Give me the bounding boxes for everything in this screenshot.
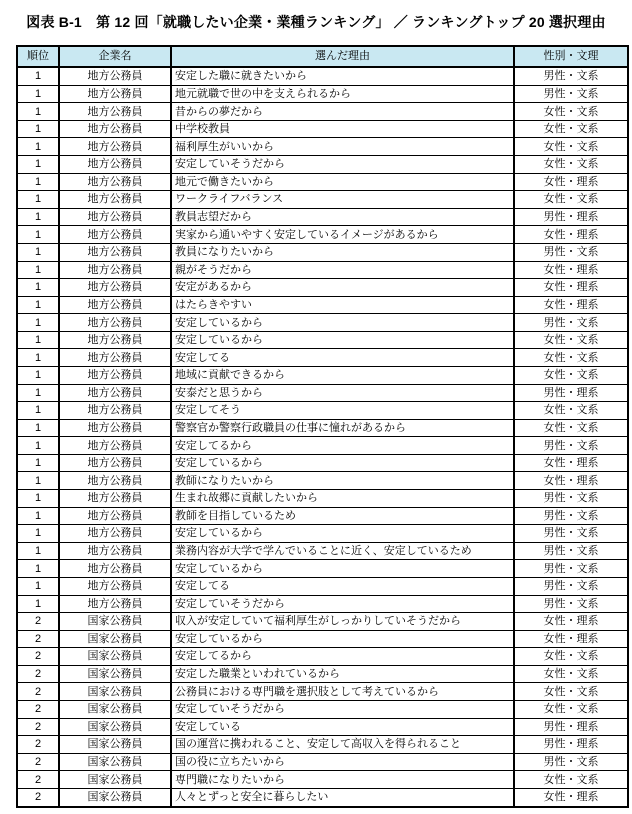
reason-cell: 安定しているから [171, 525, 514, 543]
table-row [17, 648, 628, 666]
rank-cell: 2 [17, 700, 59, 718]
company-cell: 地方公務員 [59, 138, 171, 156]
company-cell: 国家公務員 [59, 788, 171, 807]
company-cell: 地方公務員 [59, 595, 171, 613]
gender-track-cell: 女性・理系 [514, 454, 628, 472]
header-company: 企業名 [59, 46, 171, 67]
gender-track-cell: 男性・文系 [514, 753, 628, 771]
reason-cell: 昔からの夢だから [171, 103, 514, 121]
rank-cell: 1 [17, 437, 59, 455]
rank-cell: 1 [17, 507, 59, 525]
reason-cell: 教師になりたいから [171, 472, 514, 490]
table-row [17, 261, 628, 279]
rank-cell: 1 [17, 103, 59, 121]
rank-cell: 1 [17, 331, 59, 349]
table-row [17, 279, 628, 297]
gender-track-cell: 男性・理系 [514, 208, 628, 226]
rank-cell: 1 [17, 367, 59, 385]
rank-cell: 1 [17, 402, 59, 420]
table-row [17, 560, 628, 578]
gender-track-cell: 男性・文系 [514, 595, 628, 613]
gender-track-cell: 女性・文系 [514, 156, 628, 174]
table-row [17, 736, 628, 754]
table-row [17, 542, 628, 560]
reason-cell: 安泰だと思うから [171, 384, 514, 402]
rank-cell: 1 [17, 595, 59, 613]
company-cell: 地方公務員 [59, 208, 171, 226]
gender-track-cell: 女性・文系 [514, 665, 628, 683]
rank-cell: 2 [17, 630, 59, 648]
rank-cell: 1 [17, 490, 59, 508]
table-row [17, 138, 628, 156]
reason-cell: 国の役に立ちたいから [171, 753, 514, 771]
gender-track-cell: 女性・理系 [514, 788, 628, 807]
rank-cell: 1 [17, 542, 59, 560]
table-row [17, 788, 628, 807]
reason-cell: 公務員における専門職を選択肢として考えているから [171, 683, 514, 701]
gender-track-cell: 女性・文系 [514, 700, 628, 718]
reason-cell: 人々とずっと安全に暮らしたい [171, 788, 514, 807]
reason-cell: 安定していそうだから [171, 700, 514, 718]
gender-track-cell: 男性・文系 [514, 243, 628, 261]
table-row [17, 419, 628, 437]
gender-track-cell: 女性・文系 [514, 402, 628, 420]
reason-cell: 教員志望だから [171, 208, 514, 226]
rank-cell: 2 [17, 753, 59, 771]
rank-cell: 2 [17, 736, 59, 754]
table-row [17, 665, 628, 683]
reason-cell: 安定してるから [171, 437, 514, 455]
company-cell: 国家公務員 [59, 630, 171, 648]
company-cell: 地方公務員 [59, 67, 171, 85]
gender-track-cell: 女性・理系 [514, 296, 628, 314]
table-row [17, 490, 628, 508]
rank-cell: 1 [17, 67, 59, 85]
company-cell: 地方公務員 [59, 226, 171, 244]
table-row [17, 700, 628, 718]
company-cell: 地方公務員 [59, 261, 171, 279]
gender-track-cell: 女性・文系 [514, 138, 628, 156]
rank-cell: 1 [17, 419, 59, 437]
rank-cell: 1 [17, 314, 59, 332]
company-cell: 地方公務員 [59, 419, 171, 437]
gender-track-cell: 男性・文系 [514, 560, 628, 578]
rank-cell: 1 [17, 243, 59, 261]
gender-track-cell: 女性・理系 [514, 472, 628, 490]
table-row [17, 296, 628, 314]
reason-cell: 地元就職で世の中を支えられるから [171, 85, 514, 103]
gender-track-cell: 女性・理系 [514, 613, 628, 631]
table-row [17, 191, 628, 209]
rank-cell: 1 [17, 296, 59, 314]
table-row [17, 472, 628, 490]
header-gender-track: 性別・文理 [514, 46, 628, 67]
table-row [17, 173, 628, 191]
company-cell: 地方公務員 [59, 120, 171, 138]
rank-cell: 1 [17, 384, 59, 402]
rank-cell: 1 [17, 138, 59, 156]
gender-track-cell: 男性・理系 [514, 718, 628, 736]
gender-track-cell: 女性・文系 [514, 191, 628, 209]
reason-cell: 専門職になりたいから [171, 771, 514, 789]
table-row [17, 243, 628, 261]
reason-cell: 警察官か警察行政職員の仕事に憧れがあるから [171, 419, 514, 437]
table-row [17, 507, 628, 525]
gender-track-cell: 女性・理系 [514, 261, 628, 279]
reason-cell: 実家から通いやすく安定しているイメージがあるから [171, 226, 514, 244]
reason-cell: 安定してる [171, 349, 514, 367]
rank-cell: 1 [17, 226, 59, 244]
reason-cell: 安定してる [171, 577, 514, 595]
table-row [17, 437, 628, 455]
table-row [17, 630, 628, 648]
table-row [17, 402, 628, 420]
ranking-table [16, 45, 629, 808]
gender-track-cell: 女性・文系 [514, 771, 628, 789]
gender-track-cell: 女性・文系 [514, 349, 628, 367]
reason-cell: 福利厚生がいいから [171, 138, 514, 156]
company-cell: 地方公務員 [59, 314, 171, 332]
company-cell: 国家公務員 [59, 648, 171, 666]
company-cell: 地方公務員 [59, 454, 171, 472]
gender-track-cell: 女性・文系 [514, 331, 628, 349]
company-cell: 地方公務員 [59, 507, 171, 525]
company-cell: 地方公務員 [59, 402, 171, 420]
company-cell: 国家公務員 [59, 771, 171, 789]
reason-cell: 中学校教員 [171, 120, 514, 138]
gender-track-cell: 男性・文系 [514, 490, 628, 508]
company-cell: 地方公務員 [59, 103, 171, 121]
reason-cell: ワークライフバランス [171, 191, 514, 209]
gender-track-cell: 女性・文系 [514, 419, 628, 437]
reason-cell: 安定した職業といわれているから [171, 665, 514, 683]
company-cell: 地方公務員 [59, 525, 171, 543]
rank-cell: 2 [17, 648, 59, 666]
gender-track-cell: 女性・理系 [514, 630, 628, 648]
rank-cell: 1 [17, 173, 59, 191]
company-cell: 地方公務員 [59, 437, 171, 455]
rank-cell: 2 [17, 683, 59, 701]
gender-track-cell: 男性・文系 [514, 577, 628, 595]
gender-track-cell: 男性・文系 [514, 67, 628, 85]
company-cell: 国家公務員 [59, 683, 171, 701]
rank-cell: 1 [17, 525, 59, 543]
company-cell: 地方公務員 [59, 542, 171, 560]
table-row [17, 314, 628, 332]
reason-cell: 安定しているから [171, 331, 514, 349]
rank-cell: 1 [17, 472, 59, 490]
table-row [17, 367, 628, 385]
rank-cell: 1 [17, 560, 59, 578]
company-cell: 国家公務員 [59, 753, 171, 771]
table-row [17, 613, 628, 631]
table-row [17, 595, 628, 613]
table-row [17, 718, 628, 736]
company-cell: 地方公務員 [59, 243, 171, 261]
table-row [17, 577, 628, 595]
company-cell: 地方公務員 [59, 490, 171, 508]
table-row [17, 683, 628, 701]
gender-track-cell: 男性・文系 [514, 507, 628, 525]
rank-cell: 2 [17, 788, 59, 807]
company-cell: 地方公務員 [59, 191, 171, 209]
rank-cell: 1 [17, 156, 59, 174]
rank-cell: 2 [17, 718, 59, 736]
company-cell: 地方公務員 [59, 349, 171, 367]
reason-cell: 安定しているから [171, 314, 514, 332]
rank-cell: 1 [17, 85, 59, 103]
reason-cell: 安定しているから [171, 560, 514, 578]
reason-cell: 安定している [171, 718, 514, 736]
rank-cell: 2 [17, 665, 59, 683]
reason-cell: 安定があるから [171, 279, 514, 297]
table-header-row [17, 46, 628, 67]
gender-track-cell: 男性・文系 [514, 542, 628, 560]
gender-track-cell: 男性・文系 [514, 85, 628, 103]
reason-cell: 安定してそう [171, 402, 514, 420]
reason-cell: 安定してるから [171, 648, 514, 666]
reason-cell: 教師を目指しているため [171, 507, 514, 525]
reason-cell: 親がそうだから [171, 261, 514, 279]
company-cell: 国家公務員 [59, 718, 171, 736]
table-row [17, 525, 628, 543]
rank-cell: 1 [17, 454, 59, 472]
company-cell: 国家公務員 [59, 700, 171, 718]
reason-cell: はたらきやすい [171, 296, 514, 314]
company-cell: 地方公務員 [59, 85, 171, 103]
company-cell: 国家公務員 [59, 665, 171, 683]
gender-track-cell: 女性・文系 [514, 648, 628, 666]
company-cell: 地方公務員 [59, 560, 171, 578]
gender-track-cell: 女性・理系 [514, 226, 628, 244]
header-rank: 順位 [17, 46, 59, 67]
company-cell: 地方公務員 [59, 367, 171, 385]
gender-track-cell: 男性・文系 [514, 314, 628, 332]
reason-cell: 安定しているから [171, 630, 514, 648]
reason-cell: 国の運営に携われること、安定して高収入を得られること [171, 736, 514, 754]
company-cell: 地方公務員 [59, 279, 171, 297]
gender-track-cell: 女性・文系 [514, 120, 628, 138]
company-cell: 地方公務員 [59, 156, 171, 174]
rank-cell: 1 [17, 261, 59, 279]
table-row [17, 85, 628, 103]
table-row [17, 454, 628, 472]
gender-track-cell: 男性・文系 [514, 525, 628, 543]
table-row [17, 208, 628, 226]
gender-track-cell: 女性・文系 [514, 103, 628, 121]
reason-cell: 教員になりたいから [171, 243, 514, 261]
company-cell: 国家公務員 [59, 736, 171, 754]
rank-cell: 2 [17, 771, 59, 789]
table-row [17, 384, 628, 402]
reason-cell: 安定していそうだから [171, 156, 514, 174]
company-cell: 地方公務員 [59, 296, 171, 314]
rank-cell: 1 [17, 208, 59, 226]
gender-track-cell: 女性・文系 [514, 683, 628, 701]
reason-cell: 安定しているから [171, 454, 514, 472]
company-cell: 地方公務員 [59, 173, 171, 191]
reason-cell: 地域に貢献できるから [171, 367, 514, 385]
table-row [17, 67, 628, 85]
table-row [17, 349, 628, 367]
reason-cell: 安定した職に就きたいから [171, 67, 514, 85]
reason-cell: 地元で働きたいから [171, 173, 514, 191]
company-cell: 地方公務員 [59, 472, 171, 490]
page-title: 図表 B-1 第 12 回「就職したい企業・業種ランキング」 ／ ランキングトップ 20 選択理由 [26, 14, 606, 30]
company-cell: 地方公務員 [59, 577, 171, 595]
gender-track-cell: 女性・理系 [514, 173, 628, 191]
table-row [17, 156, 628, 174]
table-row [17, 120, 628, 138]
rank-cell: 1 [17, 191, 59, 209]
reason-cell: 生まれ故郷に貢献したいから [171, 490, 514, 508]
rank-cell: 1 [17, 279, 59, 297]
gender-track-cell: 男性・理系 [514, 384, 628, 402]
gender-track-cell: 女性・文系 [514, 367, 628, 385]
company-cell: 地方公務員 [59, 331, 171, 349]
table-row [17, 226, 628, 244]
company-cell: 地方公務員 [59, 384, 171, 402]
gender-track-cell: 男性・理系 [514, 736, 628, 754]
rank-cell: 1 [17, 349, 59, 367]
table-row [17, 103, 628, 121]
table-row [17, 753, 628, 771]
gender-track-cell: 女性・理系 [514, 279, 628, 297]
rank-cell: 1 [17, 577, 59, 595]
reason-cell: 安定していそうだから [171, 595, 514, 613]
company-cell: 国家公務員 [59, 613, 171, 631]
rank-cell: 2 [17, 613, 59, 631]
header-reason: 選んだ理由 [171, 46, 514, 67]
reason-cell: 業務内容が大学で学んでいることに近く、安定しているため [171, 542, 514, 560]
table-row [17, 331, 628, 349]
table-row [17, 771, 628, 789]
rank-cell: 1 [17, 120, 59, 138]
reason-cell: 収入が安定していて福利厚生がしっかりしていそうだから [171, 613, 514, 631]
gender-track-cell: 男性・文系 [514, 437, 628, 455]
